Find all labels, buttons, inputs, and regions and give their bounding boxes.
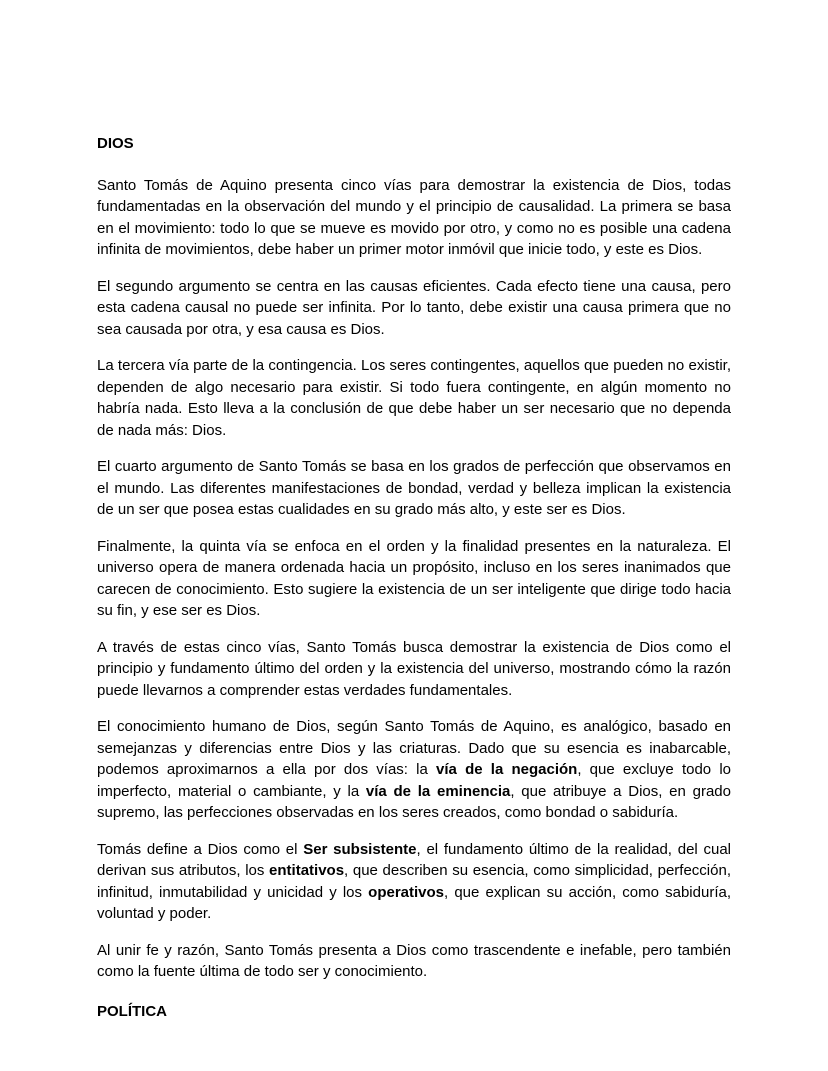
section-heading-dios: DIOS <box>97 135 134 152</box>
paragraph-orden-finalidad: Finalmente, la quinta vía se enfoca en el orden y la finalidad presentes en la naturaleza. El universo opera de manera ordenada hacia un propósito, incluso en los seres inanimados que carecen de conocimiento. Esto sugiere la existencia de un ser inteligente que dirige todo hacia su fin, y ese ser es Dios. <box>97 537 731 619</box>
paragraph-cinco-vias-intro: Santo Tomás de Aquino presenta cinco vías para demostrar la existencia de Dios, todas fundamentadas en la observación del mundo y el principio de causalidad. La primera se basa en el movimiento: todo lo que se mueve es movido por otro, y como no es posible una cadena infinita de movimientos, debe haber un primer motor inmóvil que inicie todo, y este es Dios. <box>97 176 731 258</box>
text-run: , que excluye todo lo imperfecto, material o cambiante, y la <box>97 761 732 800</box>
section-heading-politica: POLÍTICA <box>97 1002 167 1020</box>
text-run: El conocimiento humano de Dios, según Santo Tomás de Aquino, es analógico, basado en semejanzas y diferencias entre Dios y las criaturas. Dado que su esencia es inabarcable, podemos aproximarnos a ella por dos vías: la <box>97 718 731 778</box>
paragraph-conocimiento-analogico <box>97 716 731 824</box>
text-run: , que atribuye a Dios, en grado supremo, las perfecciones observadas en los seres creados, como bondad o sabiduría. <box>97 782 731 821</box>
bold-term-entitativos: entitativos <box>269 862 345 879</box>
document-body <box>97 130 731 1022</box>
bold-term-via-eminencia: vía de la eminencia <box>365 782 511 800</box>
paragraph-causas-eficientes: El segundo argumento se centra en las causas eficientes. Cada efecto tiene una causa, pero esta cadena causal no puede ser infinita. Por lo tanto, debe existir una causa primera que no sea causada por otra, y esa causa es Dios. <box>97 277 731 338</box>
bold-term-operativos: operativos <box>368 883 445 901</box>
paragraph-grados-perfeccion: El cuarto argumento de Santo Tomás se basa en los grados de perfección que observamos en el mundo. Las diferentes manifestaciones de bondad, verdad y belleza implican la existencia de un ser que posea estas cualidades en su grado más alto, y este ser es Dios. <box>97 458 731 518</box>
text-run: Tomás define a Dios como el <box>97 840 304 858</box>
bold-term-via-negacion: vía de la negación <box>436 761 578 778</box>
bold-term-ser-subsistente: Ser subsistente <box>303 840 417 858</box>
paragraph-conclusion-vias: A través de estas cinco vías, Santo Tomás busca demostrar la existencia de Dios como el principio y fundamento último del orden y la existencia del universo, mostrando cómo la razón puede llevarnos a comprender estas verdades fundamentales. <box>97 638 731 699</box>
text-run: , que describen su esencia, como simplicidad, perfección, infinitud, inmutabilidad y unicidad y los <box>97 862 731 901</box>
paragraph-contingencia: La tercera vía parte de la contingencia. Los seres contingentes, aquellos que pueden no existir, dependen de algo necesario para existir. Si todo fuera contingente, en algún momento no habría nada. Esto lleva a la conclusión de que debe haber un ser necesario que no dependa de nada más: Dios. <box>97 357 731 439</box>
paragraph-ser-subsistente <box>97 839 731 925</box>
text-run: , que explican su acción, como sabiduría, voluntad y poder. <box>97 883 732 922</box>
paragraph-fe-y-razon: Al unir fe y razón, Santo Tomás presenta a Dios como trascendente e inefable, pero también como la fuente última de todo ser y conocimiento. <box>97 941 731 980</box>
text-run: , el fundamento último de la realidad, del cual derivan sus atributos, los <box>97 840 732 879</box>
